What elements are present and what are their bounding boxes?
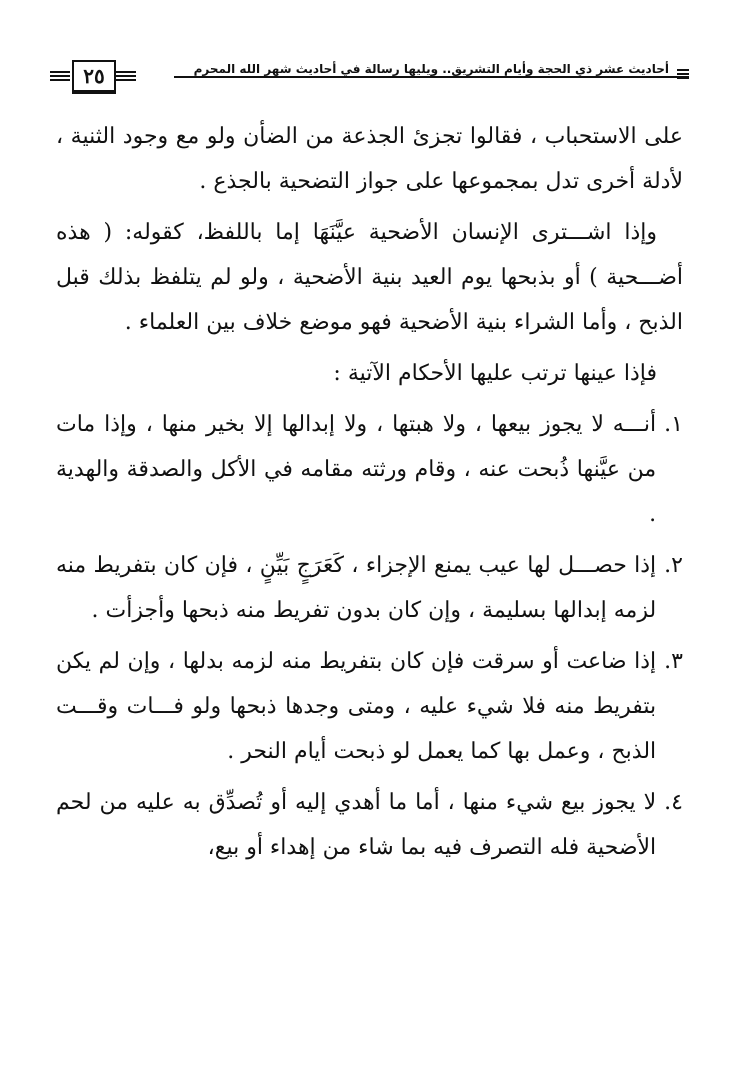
list-item — [56, 780, 683, 870]
paragraph-continuation: على الاستحباب ، فقالوا تجزئ الجذعة من الضأن ولو مع وجود الثنية ، لأدلة أخرى تدل بمجموعها على جواز التضحية بالجذع . — [56, 124, 683, 194]
stripe-ornament-icon — [50, 69, 70, 81]
page-body — [56, 114, 683, 876]
paragraph-rulings-intro: فإذا عينها ترتب عليها الأحكام الآتية : — [333, 361, 657, 386]
list-item — [56, 639, 683, 774]
item-text: لا يجوز بيع شيء منها ، أما ما أهدي إليه أو تُصدِّق به عليه من لحم الأضحية فله التصرف فيه بما شاء من إهداء أو بيع، — [56, 790, 657, 860]
item-number: ٤. — [664, 790, 683, 815]
page-number: ٢٥ — [72, 60, 116, 92]
header-rule — [174, 76, 689, 78]
list-item — [56, 402, 683, 537]
item-text: إذا ضاعت أو سرقت فإن كان بتفريط منه لزمه بدلها ، وإن لم يكن بتفريط منه فلا شيء عليه ، ومتى وجدها ذبحها ولو فـــات وقـــت الذبح ، وعمل بها كما يعمل لو ذبحت أيام النحر . — [56, 649, 657, 764]
stripe-ornament-icon — [116, 69, 136, 81]
running-header — [44, 58, 689, 98]
page-number-underline — [72, 92, 116, 94]
item-number: ٣. — [664, 649, 683, 674]
item-text: إذا حصـــل لها عيب يمنع الإجزاء ، كَعَرَجٍ بَيِّنٍ ، فإن كان بتفريط منه لزمه إبدالها بسليمة ، وإن كان بدون تفريط منه ذبحها وأجزأت . — [56, 553, 657, 623]
header-bullet-icon — [677, 69, 689, 79]
item-number: ٢. — [664, 553, 683, 578]
item-text: أنـــه لا يجوز بيعها ، ولا هبتها ، ولا إبدالها إلا بخير منها ، وإذا مات من عيَّنها ذُبحت عنه ، وقام ورثته مقامه في الأكل والصدقة والهدية . — [56, 412, 657, 527]
item-number: ١. — [664, 412, 683, 437]
list-item — [56, 543, 683, 633]
paragraph-designation: وإذا اشـــترى الإنسان الأضحية عيَّنَهَا إما باللفظ، كقوله: ( هذه أضـــحية ) أو بذبحها يوم العيد بنية الأضحية ، ولو لم يتلفظ بذلك قبل الذبح ، وأما الشراء بنية الأضحية فهو موضع خلاف بين العلماء . — [56, 220, 683, 335]
running-title: أحاديث عشر ذي الحجة وأيام التشريق.. ويليها رسالة في أحاديث شهر الله المحرم — [188, 62, 675, 76]
page-number-group — [50, 60, 170, 94]
